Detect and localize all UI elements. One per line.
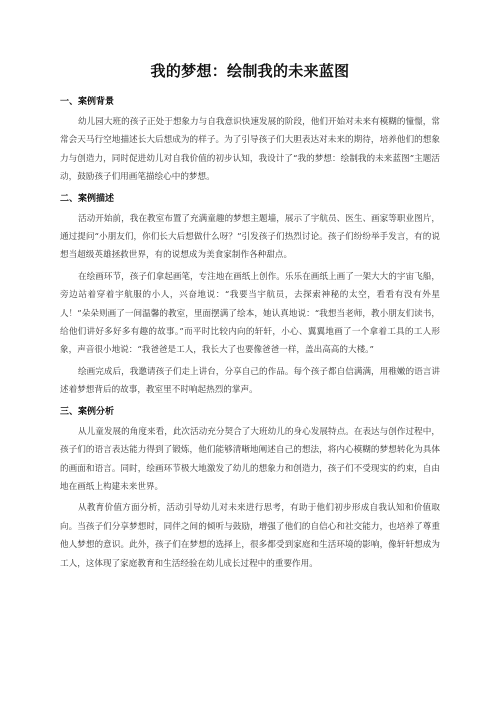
paragraph: 绘画完成后，我邀请孩子们走上讲台，分享自己的作品。每个孩子都自信满满，用稚嫩的语言讲述着梦想背后的故事，教室里不时响起热烈的掌声。 [60, 366, 440, 396]
section-background [60, 96, 440, 187]
section-heading: 二、案例描述 [60, 193, 115, 204]
paragraph: 在绘画环节，孩子们拿起画笔，专注地在画纸上创作。乐乐在画纸上画了一架大大的宇宙飞船，旁边站着穿着宇航服的小人，兴奋地说：“我要当宇航员，去探索神秘的太空，看看有没有外星人！”朵朵则画了一间温馨的教室，里面摆满了绘本，她认真地说：“我想当老师，教小朋友们读书，给他们讲好多好多有趣的故事。”而平时比较内向的轩轩，小心、翼翼地画了一个拿着工具的工人形象，声音很小地说：“我爸爸是工人，我长大了也要像爸爸一样，盖出高高的大楼。” [60, 271, 440, 356]
section-heading: 三、案例分析 [60, 406, 115, 417]
document-title: 我的梦想：绘制我的未来蓝图 [150, 62, 350, 80]
paragraph: 从教育价值方面分析，活动引导幼儿对未来进行思考，有助于他们初步形成自我认知和价值取向。当孩子们分享梦想时，同伴之间的倾听与鼓励，增强了他们的自信心和社交能力，也培养了尊重他人梦想的意识。此外，孩子们在梦想的选择上，很多都受到家庭和生活环境的影响，像轩轩想成为工人，这体现了家庭教育和生活经验在幼儿成长过程中的重要作用。 [60, 503, 440, 569]
section-description [60, 193, 440, 400]
paragraph: 从儿童发展的角度来看，此次活动充分契合了大班幼儿的身心发展特点。在表达与创作过程中，孩子们的语言表达能力得到了锻炼，他们能够清晰地阐述自己的想法，将内心模糊的梦想转化为具体的画面和语言。同时，绘画环节极大地激发了幼儿的想象力和创造力，孩子们不受现实的约束，自由地在画纸上构建未来世界。 [60, 426, 440, 492]
section-heading: 一、案例背景 [60, 97, 115, 107]
paragraph: 幼儿园大班的孩子正处于想象力与自我意识快速发展的阶段，他们开始对未来有模糊的憧憬，常常会天马行空地描述长大后想成为的样子。为了引导孩子们大胆表达对未来的期待，培养他们的想象力与创造力，同时促进幼儿对自我价值的初步认知，我设计了“我的梦想：绘制我的未来蓝图”主题活动，鼓励孩子们用画笔描绘心中的梦想。 [60, 117, 440, 183]
section-analysis [60, 406, 440, 573]
paragraph: 活动开始前，我在教室布置了充满童趣的梦想主题墙，展示了宇航员、医生、画家等职业图片，通过提问“小朋友们，你们长大后想做什么呀？”引发孩子们热烈讨论。孩子们纷纷举手发言，有的说想当超级英雄拯救世界，有的说想成为美食家制作各种甜点。 [60, 213, 440, 261]
